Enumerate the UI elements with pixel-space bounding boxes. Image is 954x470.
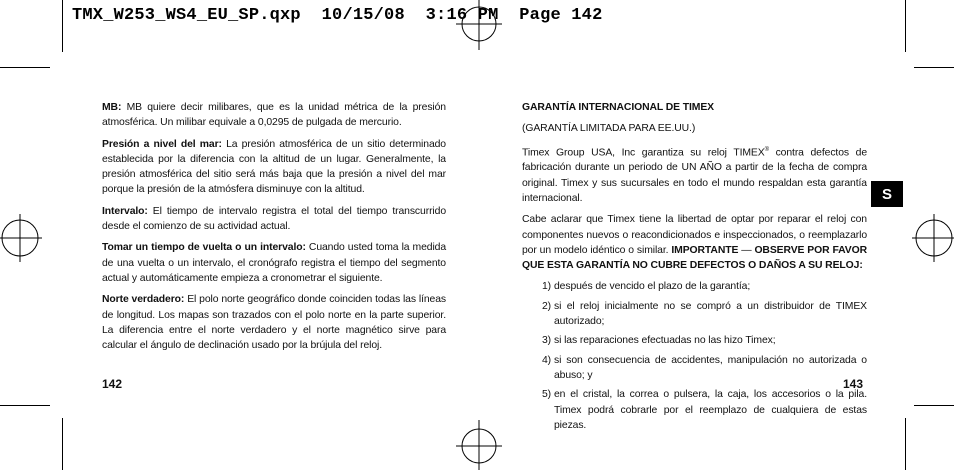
warranty-subtitle: (GARANTÍA LIMITADA PARA EE.UU.) xyxy=(522,123,696,135)
term: Norte verdadero: xyxy=(102,294,185,306)
crop-mark-bottom-right-h xyxy=(914,405,954,406)
definition-interval xyxy=(102,204,446,235)
registration-mark-bottom xyxy=(454,420,504,470)
page-number-right: 143 xyxy=(843,377,864,391)
definition: MB quiere decir milibares, que es la unidad métrica de la presión atmosférica. Un milibar equivale a 0,0295 de pulgada de mercurio. xyxy=(102,102,446,129)
definition: Cuando usted toma la medida de una vuelta o un intervalo, el cronógrafo registra el tiempo del segmento actual y automáticamente empieza a cronometrar el siguiente. xyxy=(102,242,447,284)
term: Presión a nivel del mar: xyxy=(102,138,222,150)
crop-mark-top-left-h xyxy=(0,67,50,68)
list-item: 2) si el reloj inicialmente no se compró a un distribuidor de TIMEX autorizado; xyxy=(542,300,867,328)
list-item: 5) en el cristal, la correa o pulsera, la caja, los accesorios o la pila. Timex podrá cobrarle por el reemplazo de cualquiera de estas piezas. xyxy=(542,389,867,431)
registration-mark-left xyxy=(0,212,42,264)
warranty-paragraph-2: Cabe aclarar que Timex tiene la libertad de optar por reparar el reloj con componentes nuevos o reacondicionados e inspeccionados, o reemplazarlo por un modelo idéntico o similar. IMPORTANTE — OBSERVE POR FAVOR QUE ESTA GARANTÍA NO CUBRE DEFECTOS O DAÑOS A SU RELOJ: xyxy=(522,214,867,272)
definition: El tiempo de intervalo registra el total del tiempo transcurrido desde el comienzo de su actividad actual. xyxy=(102,205,446,233)
language-tab-s: S xyxy=(871,181,903,207)
crop-mark-bottom-left-v xyxy=(62,418,63,470)
registered-mark: ® xyxy=(764,146,769,153)
crop-mark-bottom-left-h xyxy=(0,405,50,406)
warranty-exclusions-list xyxy=(522,279,867,433)
registration-mark-top xyxy=(454,0,504,50)
crop-mark-bottom-right-v xyxy=(905,418,906,470)
term: Intervalo: xyxy=(102,205,148,217)
file-slug-header: TMX_W253_WS4_EU_SP.qxp 10/15/08 3:16 PM Page 142 xyxy=(72,6,603,25)
page-number-left: 142 xyxy=(102,377,123,391)
warranty-paragraph-1: Timex Group USA, Inc garantiza su reloj TIMEX® contra defectos de fabricación durante un periodo de UN AÑO a partir de la fecha de compra original. Timex y sus sucursales en todo el mundo respaldan esta garantía internacional. xyxy=(522,146,867,204)
term: MB: xyxy=(102,102,122,113)
list-item: 1) después de vencido el plazo de la garantía; xyxy=(542,281,751,293)
definition-true-north xyxy=(102,292,446,353)
definition-lap-split xyxy=(102,240,446,286)
definition-mb xyxy=(102,100,446,131)
warranty-title: GARANTÍA INTERNACIONAL DE TIMEX xyxy=(522,102,715,113)
crop-mark-top-left-v xyxy=(62,0,63,52)
list-item: 4) si son consecuencia de accidentes, manipulación no autorizada o abuso; y xyxy=(542,354,867,381)
right-page-text xyxy=(522,100,867,437)
list-item: 3) si las reparaciones efectuadas no las hizo Timex; xyxy=(542,335,776,347)
definition-sea-level-pressure xyxy=(102,137,446,198)
crop-mark-top-right-v xyxy=(905,0,906,52)
registration-mark-right xyxy=(912,212,954,264)
left-page-text xyxy=(102,100,446,359)
crop-mark-top-right-h xyxy=(914,67,954,68)
definition: El polo norte geográfico donde coinciden todas las líneas de longitud. Los mapas son trazados con el polo norte en la parte superior. La diferencia entre el norte verdadero y el norte magnético sirve para calcular el ángulo de declinación usado por la brújula del reloj. xyxy=(102,294,446,352)
term: Tomar un tiempo de vuelta o un intervalo: xyxy=(102,242,306,254)
definition: La presión atmosférica de un sitio determinado establecida por la diferencia con la altitud de un lugar. Generalmente, la presión atmosférica del sitio será más baja que la presión a nivel del mar porque la presión de la atmósfera disminuye con la altitud. xyxy=(102,138,446,196)
